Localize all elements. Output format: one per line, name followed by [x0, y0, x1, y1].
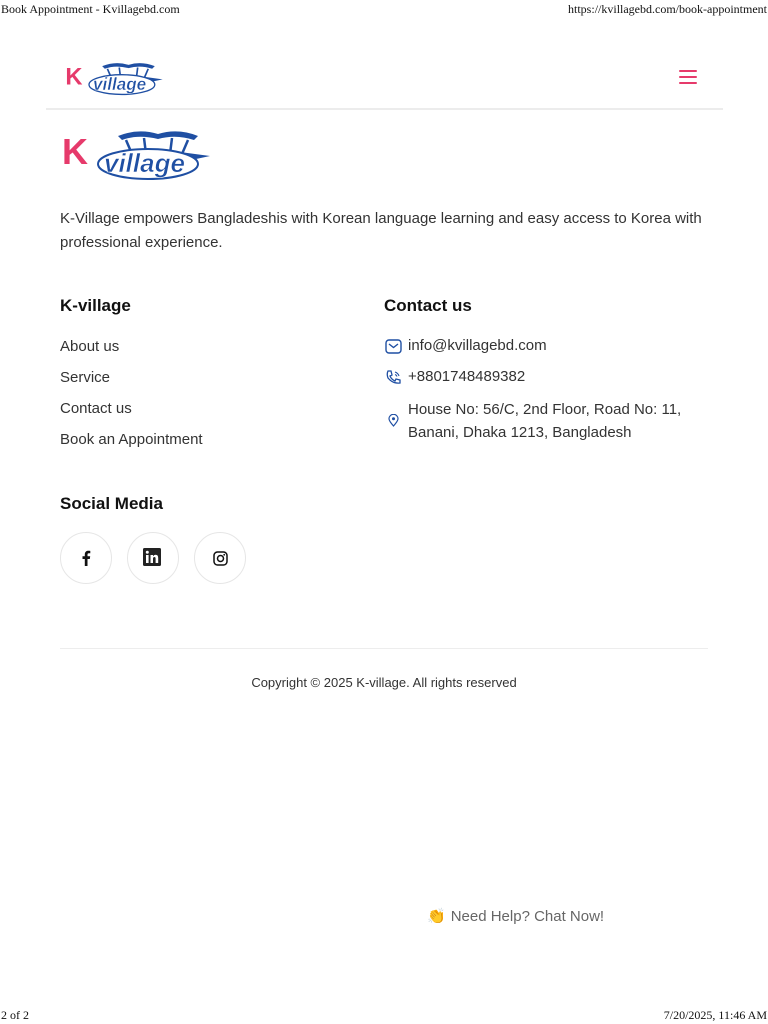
svg-text:village: village — [92, 74, 147, 94]
linkedin-button[interactable] — [127, 532, 179, 584]
address-line-1: House No: 56/C, 2nd Floor, Road No: 11, — [408, 401, 682, 418]
contact-email[interactable]: info@kvillagebd.com — [408, 337, 547, 354]
instagram-icon — [213, 551, 228, 566]
facebook-button[interactable] — [60, 532, 112, 584]
chat-help-label[interactable]: Need Help? Chat Now! — [450, 907, 605, 925]
print-page-title: Book Appointment - Kvillagebd.com — [1, 1, 180, 16]
copyright-text: Copyright © 2025 K-village. All rights reserved — [251, 675, 517, 690]
address-line-2: Banani, Dhaka 1213, Bangladesh — [408, 424, 632, 441]
link-service[interactable]: Service — [60, 369, 111, 386]
contact-address — [408, 398, 681, 444]
contact-address-row — [384, 398, 681, 444]
print-header — [0, 0, 768, 18]
menu-icon[interactable] — [679, 70, 697, 86]
link-contact-us[interactable]: Contact us — [60, 400, 132, 417]
link-book-appointment[interactable]: Book an Appointment — [60, 431, 203, 448]
facebook-icon — [81, 550, 91, 566]
contact-phone[interactable]: +8801748489382 — [408, 368, 526, 385]
chat-help-button[interactable] — [427, 907, 604, 925]
mail-icon — [384, 337, 402, 355]
svg-text:K: K — [65, 64, 83, 91]
kvillage-heading: K-village — [60, 296, 131, 315]
location-pin-icon — [384, 411, 402, 429]
social-media-heading: Social Media — [60, 494, 163, 513]
clapping-hands-icon: 👏 — [427, 908, 446, 925]
footer-logo[interactable] — [60, 124, 212, 184]
print-datetime: 7/20/2025, 11:46 AM — [663, 1007, 767, 1022]
link-about-us[interactable]: About us — [60, 338, 120, 355]
contact-email-row[interactable] — [384, 337, 547, 355]
svg-text:village: village — [104, 148, 185, 178]
print-url: https://kvillagebd.com/book-appointment — [568, 1, 767, 16]
print-page-number: 2 of 2 — [1, 1007, 29, 1022]
svg-text:K: K — [62, 131, 88, 172]
footer-divider — [60, 648, 708, 649]
linkedin-icon — [143, 548, 163, 568]
phone-icon — [384, 368, 402, 386]
contact-heading: Contact us — [384, 296, 472, 315]
navbar-logo[interactable] — [64, 58, 164, 98]
navbar — [46, 44, 723, 110]
about-description: K-Village empowers Bangladeshis with Korean language learning and easy access to Korea with professional experience. — [60, 210, 702, 251]
instagram-button[interactable] — [194, 532, 246, 584]
contact-phone-row[interactable] — [384, 368, 525, 386]
print-footer — [0, 1006, 768, 1024]
